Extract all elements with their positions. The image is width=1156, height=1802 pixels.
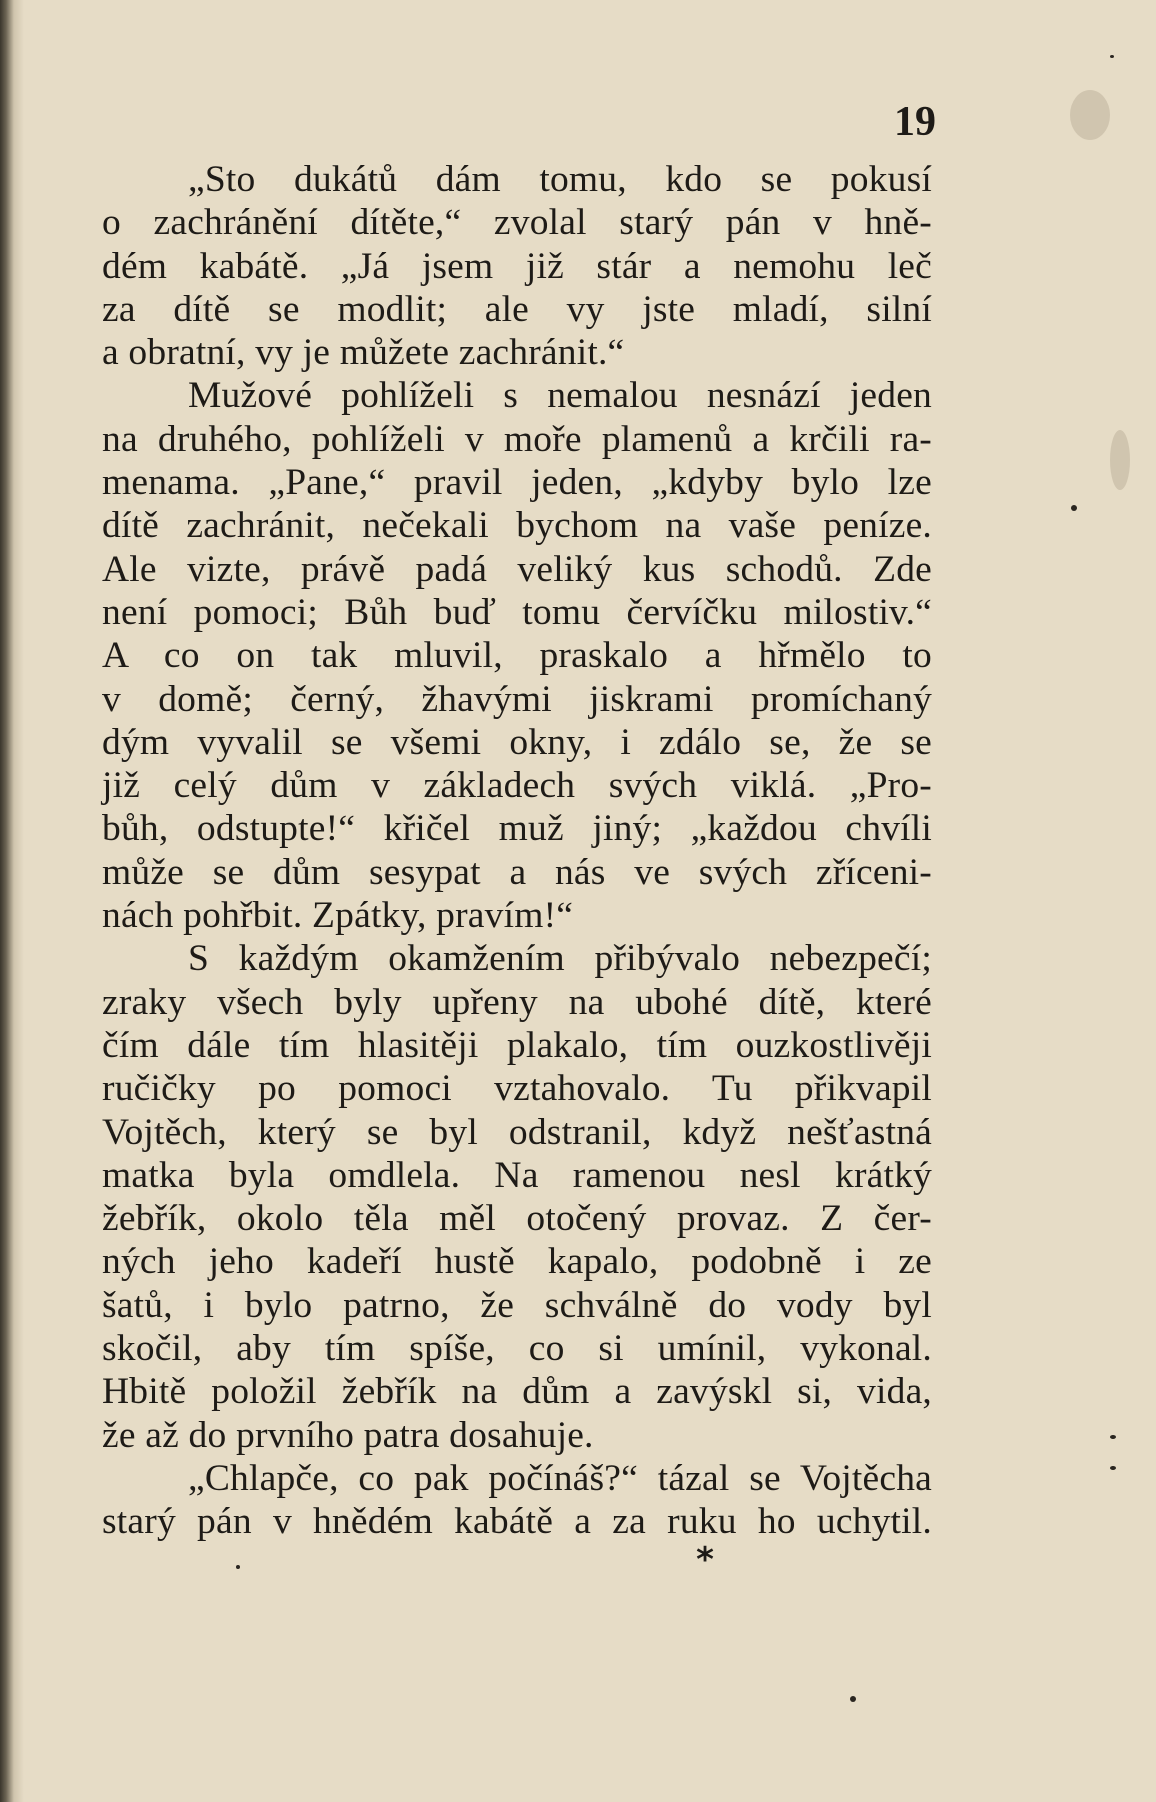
text-line: bůh, odstupte!“ křičel muž jiný; „každou chvíli <box>102 808 932 850</box>
print-speck <box>1110 1435 1116 1439</box>
text-line: v domě; černý, žhavými jiskrami promíchaný <box>102 678 932 720</box>
text-line: zraky všech byly upřeny na ubohé dítě, které <box>102 981 932 1023</box>
paper-stain <box>1070 90 1110 140</box>
binding-edge <box>0 0 24 1802</box>
text-line: čím dále tím hlasitěji plakalo, tím ouzkostlivěji <box>102 1024 932 1066</box>
text-line: na druhého, pohlíželi v moře plamenů a krčili ra- <box>102 418 932 460</box>
section-ornament: * <box>696 1540 714 1580</box>
paper-stain <box>1110 430 1130 490</box>
text-line: šatů, i bylo patrno, že schválně do vody byl <box>102 1284 932 1326</box>
page-number: 19 <box>894 99 936 145</box>
text-line: za dítě se modlit; ale vy jste mladí, silní <box>102 288 932 330</box>
text-line: může se dům sesypat a nás ve svých zříceni- <box>102 851 932 893</box>
text-line: ručičky po pomoci vztahovalo. Tu přikvapil <box>102 1068 932 1110</box>
text-line: již celý dům v základech svých viklá. „Pro- <box>102 765 932 807</box>
text-line: žebřík, okolo těla měl otočený provaz. Z čer- <box>102 1198 932 1240</box>
text-line: Hbitě položil žebřík na dům a zavýskl si, vida, <box>102 1371 932 1413</box>
text-line: dítě zachránit, nečekali bychom na vaše peníze. <box>102 505 932 547</box>
text-line: starý pán v hnědém kabátě a za ruku ho uchytil. <box>102 1501 932 1543</box>
print-speck <box>1071 505 1077 511</box>
text-line: není pomoci; Bůh buď tomu červíčku milostiv.“ <box>102 591 932 633</box>
text-line: ných jeho kadeří hustě kapalo, podobně i ze <box>102 1241 932 1283</box>
text-line: A co on tak mluvil, praskalo a hřmělo to <box>102 635 932 677</box>
text-line: matka byla omdlela. Na ramenou nesl krátký <box>102 1154 932 1196</box>
text-line: a obratní, vy je můžete zachránit.“ <box>102 332 625 374</box>
text-line: S každým okamžením přibývalo nebezpečí; <box>188 938 932 980</box>
text-line: dém kabátě. „Já jsem již stár a nemohu leč <box>102 245 932 287</box>
text-line: o zachránění dítěte,“ zvolal starý pán v hně- <box>102 202 932 244</box>
text-line: Ale vizte, právě padá veliký kus schodů. Zde <box>102 548 932 590</box>
print-speck <box>850 1696 856 1702</box>
text-line: nách pohřbit. Zpátky, pravím!“ <box>102 895 574 937</box>
text-line: „Sto dukátů dám tomu, kdo se pokusí <box>188 159 932 200</box>
text-line: menama. „Pane,“ pravil jeden, „kdyby bylo lze <box>102 462 932 504</box>
print-speck <box>1110 1466 1116 1470</box>
text-line: dým vyvalil se všemi okny, i zdálo se, že se <box>102 721 932 763</box>
print-speck <box>236 1565 240 1569</box>
text-line: Vojtěch, který se byl odstranil, když nešťastná <box>102 1111 932 1153</box>
body-text <box>102 158 932 1544</box>
text-line: že až do prvního patra dosahuje. <box>102 1414 594 1456</box>
text-line: Mužové pohlíželi s nemalou nesnází jeden <box>188 375 932 417</box>
print-speck <box>1110 55 1114 58</box>
text-line: „Chlapče, co pak počínáš?“ tázal se Vojtěcha <box>188 1457 932 1499</box>
text-line: skočil, aby tím spíše, co si umínil, vykonal. <box>102 1328 932 1370</box>
